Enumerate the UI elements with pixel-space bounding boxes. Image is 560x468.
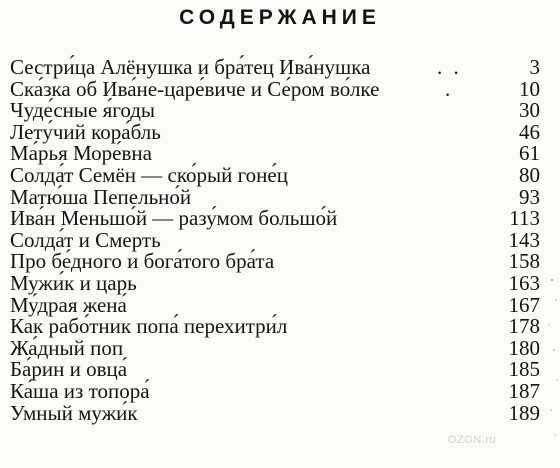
toc-entry-title: Лету́чий кора́бль: [10, 119, 161, 144]
toc-entry-title: Ива́н Меньшо́й — разу́мом большо́й: [10, 206, 338, 231]
toc-row: [10, 292, 540, 317]
toc-entry-title: Сестри́ца Алёнушка и бра́тец Ива́нушка: [10, 55, 371, 79]
ozon-watermark: OZON.ru: [447, 434, 496, 446]
toc-entry-title: Ма́рья Море́вна: [10, 141, 152, 166]
toc-entry-title: Умный мужи́к: [10, 400, 138, 425]
toc-entry-title: Му́драя жена́: [10, 292, 127, 317]
toc-entry-title: Ска́зка об Ива́не-царе́виче и Се́ром во́лке: [10, 76, 380, 101]
toc-entry-title: Ка́ша из топора́: [10, 378, 150, 403]
toc-row: [10, 184, 540, 209]
toc-page-number: 167: [508, 292, 540, 317]
toc-row: [10, 270, 540, 295]
toc-page-number: 80: [519, 162, 540, 187]
toc-page-number: 187: [508, 378, 540, 403]
toc-page-number: 3: [529, 55, 540, 79]
toc-page-number: 143: [508, 227, 540, 252]
toc-entry-title: Жа́дный поп: [10, 335, 124, 360]
toc-row: [10, 100, 540, 122]
toc-page-number: 61: [519, 141, 540, 166]
toc-page-number: 10: [519, 76, 540, 101]
toc-page-number: 46: [519, 119, 540, 144]
toc-entry-title: Ба́рин и овца́: [10, 357, 128, 382]
toc-leader-dots: . .: [437, 55, 462, 79]
toc-entry-title: Как рабо́тник попа́ перехитри́л: [10, 314, 288, 339]
toc-row: [10, 335, 540, 360]
toc-page-number: 93: [519, 184, 540, 209]
toc-row: [10, 251, 540, 273]
toc-entry-title: Мужи́к и царь: [10, 270, 137, 295]
toc-page-number: 185: [508, 357, 540, 382]
paper-specks: [540, 260, 560, 460]
toc-page-number: 180: [508, 335, 540, 360]
toc-row: [10, 359, 540, 381]
toc-entry-title: Чуде́сные я́годы: [10, 98, 156, 123]
toc-page-number: 113: [509, 206, 540, 231]
toc-page-number: 189: [508, 400, 540, 425]
toc-entry-title: Солда́т Семён — ско́рый гоне́ц: [10, 162, 288, 187]
toc-row: [10, 57, 540, 79]
toc-page-number: 178: [508, 314, 540, 339]
toc-page-number: 158: [508, 249, 540, 274]
toc-entry-title: Про бе́дного и бога́того бра́та: [10, 249, 275, 274]
toc-row: [10, 227, 540, 252]
toc-page-number: 30: [519, 98, 540, 123]
toc-row: [10, 378, 540, 403]
toc-row: [10, 208, 540, 230]
contents-heading: СОДЕРЖАНИЕ: [179, 6, 381, 29]
toc-row: [10, 76, 540, 101]
toc-leader-dots: .: [445, 76, 454, 101]
toc-entry-title: Солда́т и Смерть: [10, 227, 161, 252]
toc-page-number: 163: [508, 270, 540, 295]
toc-row: [10, 143, 540, 165]
toc-row: [10, 119, 540, 144]
toc-row: [10, 316, 540, 338]
toc-row: [10, 400, 540, 425]
table-of-contents: [10, 57, 540, 424]
toc-entry-title: Матю́ша Пепельно́й: [10, 184, 192, 209]
toc-row: [10, 162, 540, 187]
